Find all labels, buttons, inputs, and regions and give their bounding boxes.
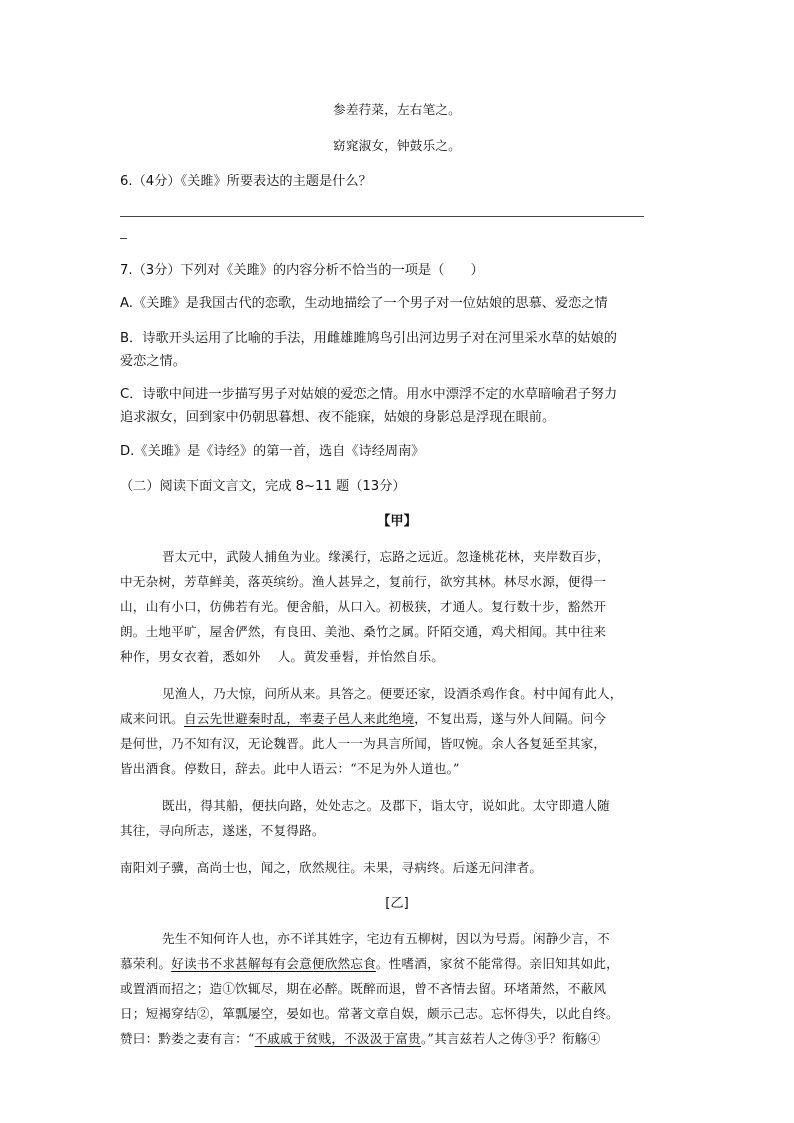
jia-p3-line-1: 既出，得其船，便扶向路，处处志之。及郡下，诣太守，说如此。太守即遣人随 bbox=[162, 798, 610, 813]
yi-line-2-start: 慕荣利。 bbox=[120, 956, 172, 971]
option-c-line-1: C．诗歌中间进一步描写男子对姑娘的爱恋之情。用水中漂浮不定的水草暗喻君子努力 bbox=[120, 387, 618, 402]
yi-line-5-start: 赞曰：黔娄之妻有言：“ bbox=[120, 1031, 255, 1046]
yi-line-2 bbox=[120, 953, 619, 972]
jia-p2-line-3: 是何世，乃不知有汉，无论魏晋。此人一一为具言所闻，皆叹惋。余人各复延至其家， bbox=[120, 736, 607, 751]
jia-p1-line-1: 晋太元中，武陵人捕鱼为业。缘溪行，忘路之远近。忽逢桃花林，夹岸数百步， bbox=[162, 549, 610, 564]
passage-jia-title: 【甲】 bbox=[377, 514, 417, 529]
option-d: D.《关雎》是《诗经》的第一首，选自《诗经周南》 bbox=[120, 444, 425, 459]
yi-line-4: 日；短褐穿结②，箪瓢屡空，晏如也。常著文章自娱，颇示己志。忘怀得失，以此自终。 bbox=[120, 1006, 619, 1021]
option-b-line-2: 爱恋之情。 bbox=[120, 354, 186, 369]
section-2-header: （二）阅读下面文言文，完成 8~11 题（13分） bbox=[120, 479, 406, 494]
underlined-sentence-yi: 好读书不求甚解每有会意便欣然忘食 bbox=[171, 956, 376, 971]
yi-line-5-end: 。”其言兹若人之俦③乎？衔觞④ bbox=[420, 1031, 601, 1046]
jia-p1-line-5: 种作，男女衣着，悉如外 人。黄发垂髫，并怡然自乐。 bbox=[120, 649, 445, 664]
answer-line bbox=[120, 216, 644, 217]
poem-line-1: 参差荇菜，左右笔之。 bbox=[333, 102, 461, 117]
jia-p4: 南阳刘子骥，高尚士也，闻之，欣然规往。未果，寻病终。后遂无问津者。 bbox=[120, 860, 543, 875]
underlined-sentence-jia: 自云先世避秦时乱，率妻子邑人来此绝境 bbox=[183, 711, 415, 726]
passage-yi-title: [乙] bbox=[385, 896, 409, 911]
answer-line-end bbox=[120, 238, 127, 239]
jia-p1-line-2: 中无杂树，芳草鲜美，落英缤纷。渔人甚异之，复前行，欲穷其林。林尽水源，便得一 bbox=[120, 574, 607, 589]
jia-p2-line-2-start: 咸来问讯。 bbox=[120, 711, 184, 726]
jia-p2-line-4: 皆出酒食。停数日，辞去。此中人语云：“不足为外人道也。” bbox=[120, 761, 460, 776]
option-b-line-1: B．诗歌开头运用了比喻的手法，用雌雄雎鸠鸟引出河边男子对在河里采水草的姑娘的 bbox=[120, 331, 617, 346]
option-c-line-2: 追求淑女，回到家中仍朝思暮想、夜不能寐，姑娘的身影总是浮现在眼前。 bbox=[120, 410, 556, 425]
option-a: A.《关雎》是我国古代的恋歌，生动地描绘了一个男子对一位姑娘的思慕、爱恋之情 bbox=[120, 296, 608, 311]
yi-line-5 bbox=[120, 1028, 600, 1047]
jia-p2-line-2-end: ，不复出焉，遂与外人间隔。问今 bbox=[414, 711, 607, 726]
jia-p2-line-2 bbox=[120, 708, 606, 727]
poem-line-2: 窈窕淑女，钟鼓乐之。 bbox=[333, 138, 461, 153]
jia-p3-line-2: 其往，寻向所志，遂迷，不复得路。 bbox=[120, 823, 325, 838]
question-7-stem: 7.（3分）下列对《关雎》的内容分析不恰当的一项是（ ） bbox=[120, 263, 484, 278]
question-6: 6.（4分）《关雎》所要表达的主题是什么？ bbox=[120, 174, 372, 189]
jia-p1-line-3: 山，山有小口，仿佛若有光。便舍船，从口入。初极狭，才通人。复行数十步，豁然开 bbox=[120, 599, 607, 614]
underlined-quote-yi: 不戚戚于贫贱，不汲汲于富贵 bbox=[254, 1031, 421, 1046]
yi-line-2-end: 。性嗜酒，家贫不能常得。亲旧知其如此， bbox=[375, 956, 619, 971]
jia-p1-line-4: 朗。土地平旷，屋舍俨然，有良田、美池、桑竹之属。阡陌交通，鸡犬相闻。其中往来 bbox=[120, 624, 607, 639]
yi-line-1: 先生不知何许人也，亦不详其姓字，宅边有五柳树，因以为号焉。闲静少言，不 bbox=[162, 931, 610, 946]
jia-p2-line-1: 见渔人，乃大惊，问所从来。具答之。便要还家，设酒杀鸡作食。村中闻有此人， bbox=[162, 686, 623, 701]
yi-line-3: 或置酒而招之；造①饮辄尽，期在必醉。既醉而退，曾不吝情去留。环堵萧然，不蔽风 bbox=[120, 981, 607, 996]
